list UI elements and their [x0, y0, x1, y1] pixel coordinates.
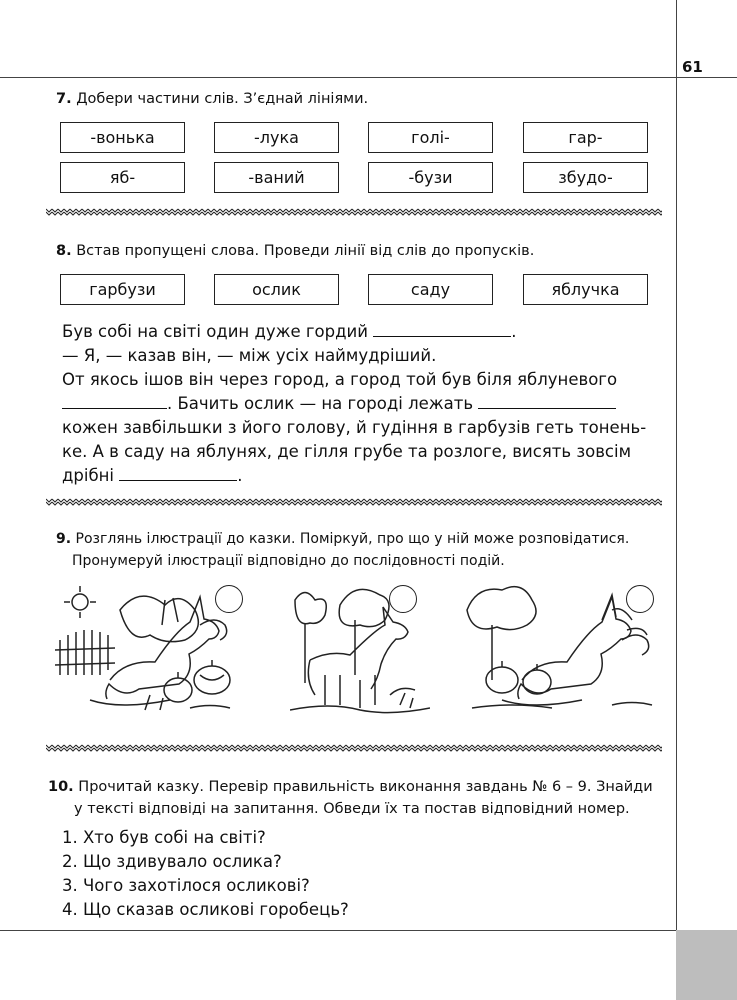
task-8-number: 8.	[56, 243, 72, 259]
word-part-box[interactable]: -ваний	[214, 162, 339, 193]
footer-rule	[0, 930, 737, 931]
word-part-box[interactable]: гар-	[523, 122, 648, 153]
word-part-box[interactable]: голі-	[368, 122, 493, 153]
answer-blank[interactable]	[119, 466, 237, 481]
story-line: Був собі на світі один дуже гордий .	[62, 322, 517, 341]
question-item: 3. Чого захотілося осликові?	[62, 876, 310, 895]
answer-blank[interactable]	[478, 394, 616, 409]
number-circle[interactable]	[389, 585, 417, 613]
question-item: 1. Хто був собі на світі?	[62, 828, 266, 847]
task-9-number: 9.	[56, 531, 72, 547]
task-7-number: 7.	[56, 91, 72, 107]
missing-word-box[interactable]: гарбузи	[60, 274, 185, 305]
missing-word-box[interactable]: ослик	[214, 274, 339, 305]
answer-blank[interactable]	[62, 394, 167, 409]
word-part-box[interactable]: -бузи	[368, 162, 493, 193]
right-margin-rule	[676, 0, 677, 1000]
task-7-instruction: 7. Добери частини слів. З’єднай лініями.	[56, 91, 369, 107]
story-line: ке. А в саду на яблунях, де гілля грубе та розлоге, висять зовсім	[62, 442, 632, 461]
missing-word-box[interactable]: яблучка	[523, 274, 648, 305]
section-divider	[46, 743, 662, 753]
word-part-box[interactable]: -лука	[214, 122, 339, 153]
word-part-box[interactable]: збудо-	[523, 162, 648, 193]
number-circle[interactable]	[215, 585, 243, 613]
story-line: дрібні .	[62, 466, 243, 485]
section-divider	[46, 207, 662, 217]
corner-tab	[676, 930, 737, 1000]
missing-word-box[interactable]: саду	[368, 274, 493, 305]
number-circle[interactable]	[626, 585, 654, 613]
page-number: 61	[682, 58, 703, 76]
story-text	[62, 320, 666, 488]
task-10-number: 10.	[48, 779, 74, 795]
story-line: кожен завбільшки з його голову, й гудіння в гарбузів геть тонень-	[62, 418, 647, 437]
word-part-box[interactable]: яб-	[60, 162, 185, 193]
story-line: . Бачить ослик — на городі лежать	[62, 392, 666, 416]
story-line: От якось ішов він через город, а город той був біля яблуневого	[62, 370, 618, 389]
story-line: — Я, — казав він, — між усіх наймудріший.	[62, 346, 437, 365]
question-item: 2. Що здивувало ослика?	[62, 852, 282, 871]
task-10-instruction: 10. Прочитай казку. Перевір правильність виконання завдань № 6 – 9. Знайди у тексті відповіді на запитання. Обведи їх та постав відповідний номер.	[48, 779, 653, 817]
word-part-box[interactable]: -вонька	[60, 122, 185, 153]
task-9-instruction: 9. Розглянь ілюстрації до казки. Поміркуй, про що у ній може розповідатися. Пронумеруй ілюстрації відповідно до послідовності подій.	[56, 531, 630, 569]
question-item: 4. Що сказав осликові горобець?	[62, 900, 349, 919]
answer-blank[interactable]	[373, 322, 511, 337]
header-rule	[0, 77, 737, 78]
section-divider	[46, 497, 662, 507]
task-8-instruction: 8. Встав пропущені слова. Проведи лінії від слів до пропусків.	[56, 243, 535, 259]
